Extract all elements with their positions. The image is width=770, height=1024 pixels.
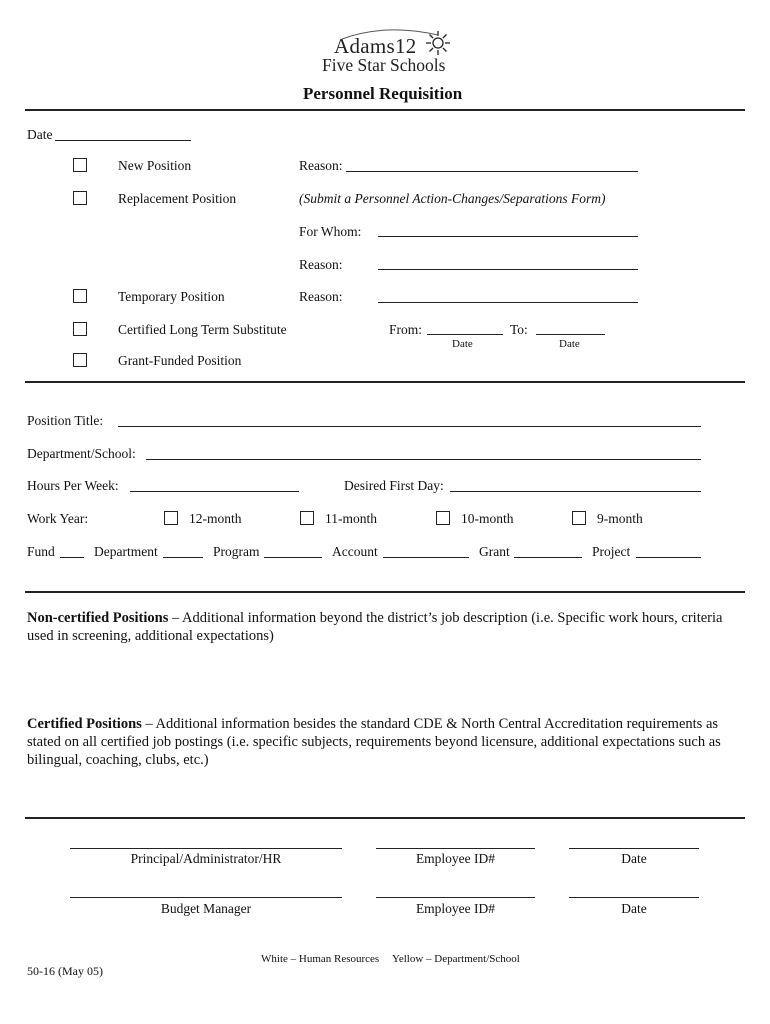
to-label: To:	[510, 322, 528, 337]
project-field[interactable]	[636, 557, 701, 558]
date-line-2[interactable]	[569, 897, 699, 898]
employee-id-caption-1: Employee ID#	[415, 851, 496, 866]
principal-caption: Principal/Administrator/HR	[130, 851, 282, 866]
principal-signature-line[interactable]	[70, 848, 342, 849]
work-year-10-label: 10-month	[461, 511, 514, 526]
section-rule-1	[25, 381, 745, 383]
temporary-position-label: Temporary Position	[118, 289, 225, 304]
section-rule-2	[25, 591, 745, 593]
noncertified-text: – Additional information beyond the district’s job description (i.e. Specific work hours, criteria used in screening, additional expectations)	[27, 610, 723, 644]
section-rule-3	[25, 817, 745, 819]
employee-id-line-1[interactable]	[376, 848, 535, 849]
date-caption-2: Date	[621, 901, 647, 916]
noncertified-heading: Non-certified Positions	[27, 610, 169, 626]
position-title-field[interactable]	[118, 426, 701, 427]
logo-text-adams12: Adams12	[334, 34, 417, 58]
grant-funded-label: Grant-Funded Position	[118, 353, 242, 368]
to-date-caption: Date	[559, 338, 580, 350]
position-title-label: Position Title:	[27, 413, 104, 428]
certified-heading: Certified Positions	[27, 716, 142, 732]
from-date-caption: Date	[452, 338, 473, 350]
logo-text-five-star-schools: Five Star Schools	[322, 55, 446, 75]
fund-label: Fund	[27, 544, 55, 559]
budget-manager-caption: Budget Manager	[160, 901, 252, 916]
department-school-field[interactable]	[146, 459, 701, 460]
grant-label: Grant	[479, 544, 510, 559]
certified-sub-label: Certified Long Term Substitute	[118, 322, 287, 337]
hours-per-week-field[interactable]	[130, 491, 299, 492]
header-rule	[25, 109, 745, 111]
work-year-12-checkbox[interactable]	[164, 511, 178, 525]
program-label: Program	[213, 544, 260, 559]
page-title: Personnel Requisition	[303, 84, 463, 103]
certified-notes-area[interactable]	[27, 775, 745, 813]
grant-field[interactable]	[514, 557, 582, 558]
desired-first-day-field[interactable]	[450, 491, 701, 492]
reason-replacement-field[interactable]	[378, 269, 638, 270]
account-label: Account	[332, 544, 378, 559]
reason-label-temporary: Reason:	[299, 289, 343, 304]
work-year-9-label: 9-month	[597, 511, 643, 526]
date-field[interactable]	[55, 140, 191, 141]
for-whom-label: For Whom:	[299, 224, 362, 239]
noncertified-paragraph	[27, 609, 727, 645]
noncertified-notes-area[interactable]	[27, 650, 745, 710]
copy-yellow-note: Yellow – Department/School	[392, 953, 520, 965]
certified-text: – Additional information besides the standard CDE & North Central Accreditation requirements as stated on all certified job postings (i.e. specific subjects, requirements beyond licensure, additional expectations such as bilingual, coaching, clubs, etc.)	[27, 716, 721, 768]
work-year-11-label: 11-month	[325, 511, 377, 526]
reason-label-replacement: Reason:	[299, 257, 343, 272]
reason-new-field[interactable]	[346, 171, 638, 172]
hours-per-week-label: Hours Per Week:	[27, 478, 119, 493]
work-year-11-checkbox[interactable]	[300, 511, 314, 525]
program-field[interactable]	[264, 557, 322, 558]
department-code-field[interactable]	[163, 557, 203, 558]
date-caption-1: Date	[621, 851, 647, 866]
to-date-field[interactable]	[536, 334, 605, 335]
reason-label-new: Reason:	[299, 158, 343, 173]
submit-form-note: (Submit a Personnel Action-Changes/Separations Form)	[299, 191, 606, 206]
reason-temporary-field[interactable]	[378, 302, 638, 303]
replacement-position-label: Replacement Position	[118, 191, 237, 206]
department-school-label: Department/School:	[27, 446, 136, 461]
for-whom-field[interactable]	[378, 236, 638, 237]
from-label: From:	[389, 322, 423, 337]
logo-swoosh	[340, 27, 440, 46]
replacement-position-checkbox[interactable]	[73, 191, 87, 205]
temporary-position-checkbox[interactable]	[73, 289, 87, 303]
employee-id-line-2[interactable]	[376, 897, 535, 898]
project-label: Project	[592, 544, 631, 559]
grant-funded-checkbox[interactable]	[73, 353, 87, 367]
copy-white-note: White – Human Resources	[261, 953, 380, 965]
date-label: Date	[27, 127, 53, 142]
new-position-checkbox[interactable]	[73, 158, 87, 172]
desired-first-day-label: Desired First Day:	[344, 478, 444, 493]
certified-sub-checkbox[interactable]	[73, 322, 87, 336]
employee-id-caption-2: Employee ID#	[415, 901, 496, 916]
fund-field[interactable]	[60, 557, 84, 558]
work-year-12-label: 12-month	[189, 511, 242, 526]
new-position-label: New Position	[118, 158, 192, 173]
work-year-9-checkbox[interactable]	[572, 511, 586, 525]
form-number: 50-16 (May 05)	[27, 964, 103, 978]
date-line-1[interactable]	[569, 848, 699, 849]
from-date-field[interactable]	[427, 334, 503, 335]
department-code-label: Department	[94, 544, 158, 559]
work-year-10-checkbox[interactable]	[436, 511, 450, 525]
budget-manager-signature-line[interactable]	[70, 897, 342, 898]
certified-paragraph	[27, 715, 727, 769]
work-year-label: Work Year:	[27, 511, 89, 526]
account-field[interactable]	[383, 557, 469, 558]
